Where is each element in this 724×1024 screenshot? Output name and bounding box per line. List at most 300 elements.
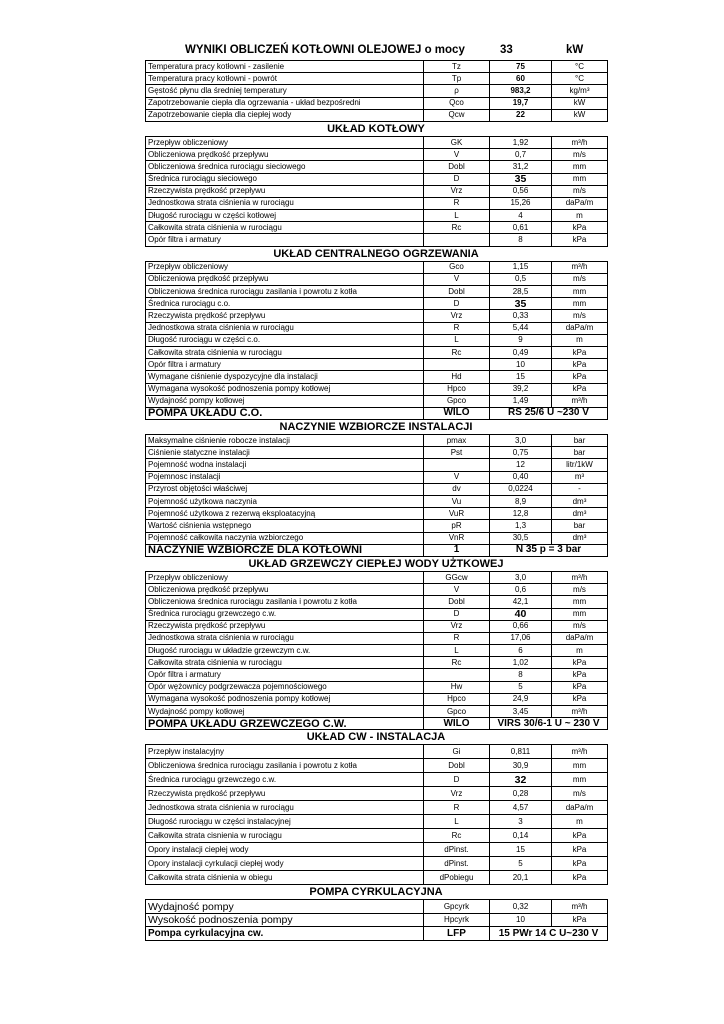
row-unit: kPa [552,657,608,669]
row-symbol: WILO [424,718,490,730]
table-row [146,596,608,608]
row-label: Przepływ obliczeniowy [146,136,424,148]
row-value: 35 [490,173,552,185]
row-symbol: dPinst. [424,843,490,857]
row-unit: m³/h [552,745,608,759]
row-symbol: Pst [424,447,490,459]
row-label: Wymagana wysokość podnoszenia pompy kotłowej [146,383,424,395]
row-label: Jednostkowa strata ciśnienia w rurociągu [146,632,424,644]
row-symbol: VuR [424,508,490,520]
table-row [146,829,608,843]
row-symbol [424,359,490,371]
row-symbol: R [424,801,490,815]
table-row [146,608,608,620]
row-label: Pojemność wodna instalacji [146,459,424,471]
table-row [146,261,608,273]
row-label: Długość rurociągu w części c.o. [146,334,424,346]
section-table [145,899,608,941]
row-value: 31,2 [490,161,552,173]
row-value: 17,06 [490,632,552,644]
row-unit: mm [552,161,608,173]
table-row [146,383,608,395]
table-row [146,197,608,209]
row-unit: dm³ [552,532,608,544]
row-value: 5 [490,681,552,693]
boiler-power-value: 33 [500,44,513,56]
table-row [146,136,608,148]
table-row [146,273,608,285]
row-label: Wysokość podnoszenia pompy [146,913,424,927]
row-unit: kPa [552,693,608,705]
row-value: 3,0 [490,435,552,447]
row-value: 0,66 [490,620,552,632]
row-label: Opór wężownicy podgrzewacza pojemnościowego [146,681,424,693]
row-label: Obliczeniowa średnica rurociągu zasilania i powrotu z kotła [146,759,424,773]
row-label: POMPA UKŁADU C.O. [146,407,424,419]
row-label: Pojemnosc instalacji [146,471,424,483]
row-label: Średnica rurociągu grzewczego c.w. [146,773,424,787]
row-unit: kW [552,97,608,109]
row-label: Obliczeniowa prędkość przepływu [146,584,424,596]
row-symbol: R [424,197,490,209]
row-label: Temperatura pracy kotłowni - zasilenie [146,61,424,73]
row-value: 1,02 [490,657,552,669]
row-value: 4,57 [490,801,552,815]
row-value: 15 [490,843,552,857]
section-table [145,744,608,885]
row-label: Jednostkowa strata ciśnienia w rurociągu [146,197,424,209]
table-row [146,584,608,596]
table-row [146,298,608,310]
row-value: 3,0 [490,571,552,583]
table-row [146,371,608,383]
row-symbol: Gi [424,745,490,759]
section-table [145,136,608,247]
row-value: 75 [490,61,552,73]
row-unit: mm [552,608,608,620]
row-symbol: ρ [424,85,490,97]
table-row [146,657,608,669]
row-value: VIRS 30/6-1 U ~ 230 V [490,718,608,730]
table-row [146,222,608,234]
row-symbol: pmax [424,435,490,447]
row-unit: m [552,645,608,657]
row-symbol: Hpco [424,383,490,395]
row-label: Wymagane ciśnienie dyspozycyjne dla instalacji [146,371,424,383]
row-unit: m/s [552,787,608,801]
row-symbol: pR [424,520,490,532]
row-unit: kPa [552,913,608,927]
row-symbol: Qcw [424,109,490,121]
row-unit: daPa/m [552,632,608,644]
results-sections [145,60,607,941]
row-unit: m³/h [552,136,608,148]
row-value: 3,45 [490,706,552,718]
table-row [146,359,608,371]
row-symbol: LFP [424,927,490,941]
row-value: 0,40 [490,471,552,483]
row-value: 1,15 [490,261,552,273]
table-row [146,871,608,885]
table-row [146,185,608,197]
row-value: 8 [490,234,552,246]
row-symbol: Tp [424,73,490,85]
row-value: 42,1 [490,596,552,608]
row-label: Wydajność pompy [146,900,424,914]
row-symbol: V [424,149,490,161]
row-symbol: Rc [424,222,490,234]
table-row [146,471,608,483]
row-unit: kg/m³ [552,85,608,97]
row-label: Wydajność pompy kotłowej [146,706,424,718]
row-value: 0,75 [490,447,552,459]
row-unit: kPa [552,871,608,885]
row-value: 15 [490,371,552,383]
table-row [146,334,608,346]
row-unit: dm³ [552,508,608,520]
row-label: Opór filtra i armatury [146,359,424,371]
table-row [146,407,608,419]
row-unit: bar [552,435,608,447]
row-unit: mm [552,596,608,608]
row-symbol: Rc [424,346,490,358]
row-label: Obliczeniowa średnica rurociągu sieciowego [146,161,424,173]
row-unit: daPa/m [552,801,608,815]
row-symbol: Hw [424,681,490,693]
row-unit: mm [552,173,608,185]
row-label: Przyrost objętości właściwej [146,483,424,495]
row-label: Całkowita strata cisnienia w rurociągu [146,829,424,843]
row-symbol: V [424,584,490,596]
row-symbol: dv [424,483,490,495]
row-unit: kPa [552,346,608,358]
row-value: 20,1 [490,871,552,885]
row-unit: daPa/m [552,322,608,334]
row-value: 1,49 [490,395,552,407]
row-symbol: Vrz [424,787,490,801]
row-symbol: WILO [424,407,490,419]
row-symbol: V [424,273,490,285]
row-symbol: Hpco [424,693,490,705]
row-unit: m [552,815,608,829]
row-unit: mm [552,773,608,787]
table-row [146,669,608,681]
table-row [146,435,608,447]
table-row [146,843,608,857]
row-symbol [424,234,490,246]
boiler-power-unit: kW [566,44,584,56]
row-value: 4 [490,210,552,222]
row-value: 15,26 [490,197,552,209]
row-label: Całkowita strata ciśnienia w rurociągu [146,346,424,358]
row-symbol: L [424,210,490,222]
row-label: Opory instalacji cyrkulacji ciepłej wody [146,857,424,871]
row-value: 0,0224 [490,483,552,495]
row-unit: mm [552,759,608,773]
row-value: 10 [490,359,552,371]
row-unit: daPa/m [552,197,608,209]
row-value: 35 [490,298,552,310]
row-symbol: Rc [424,657,490,669]
row-label: Obliczeniowa prędkość przepływu [146,273,424,285]
section-table [145,434,608,557]
row-label: Opór filtra i armatury [146,669,424,681]
row-unit: kPa [552,383,608,395]
table-row [146,815,608,829]
row-label: Obliczeniowa średnica rurociągu zasilania i powrotu z kotła [146,596,424,608]
table-row [146,900,608,914]
row-symbol: Rc [424,829,490,843]
row-symbol: V [424,471,490,483]
row-unit: m/s [552,584,608,596]
row-label: Opór filtra i armatury [146,234,424,246]
row-value: 60 [490,73,552,85]
row-symbol: L [424,645,490,657]
results-document [145,42,607,941]
row-label: Przepływ instalacyjny [146,745,424,759]
row-label: Maksymalne ciśnienie robocze instalacji [146,435,424,447]
row-unit: m³/h [552,395,608,407]
row-unit: kPa [552,843,608,857]
row-unit: °C [552,61,608,73]
table-row [146,109,608,121]
row-value: 0,14 [490,829,552,843]
row-symbol: D [424,173,490,185]
row-symbol: L [424,334,490,346]
row-label: Jednostkowa strata ciśnienia w rurociągu [146,801,424,815]
row-value: 0,56 [490,185,552,197]
table-row [146,632,608,644]
row-symbol: D [424,773,490,787]
row-label: Rzeczywista prędkość przepływu [146,185,424,197]
row-unit: kW [552,109,608,121]
row-label: Wartość ciśnienia wstępnego [146,520,424,532]
table-row [146,532,608,544]
row-label: Długość rurociągu w części kotłowej [146,210,424,222]
row-value: 12,8 [490,508,552,520]
row-value: 22 [490,109,552,121]
row-symbol: GGcw [424,571,490,583]
row-value: 30,9 [490,759,552,773]
row-symbol: GK [424,136,490,148]
table-row [146,787,608,801]
row-label: Średnica rurociągu sieciowego [146,173,424,185]
row-unit: kPa [552,681,608,693]
table-row [146,395,608,407]
row-unit: kPa [552,829,608,843]
section-table [145,261,608,420]
row-unit: - [552,483,608,495]
row-unit: bar [552,447,608,459]
section-heading: NACZYNIE WZBIORCZE INSTALACJI [279,421,473,434]
table-row [146,85,608,97]
row-label: Przepływ obliczeniowy [146,261,424,273]
section-heading: UKŁAD CW - INSTALACJA [306,731,446,744]
row-unit: °C [552,73,608,85]
row-value: 28,5 [490,286,552,298]
row-value: N 35 p = 3 bar [490,544,608,556]
row-label: Pojemność użytkowa z rezerwą eksploatacyjną [146,508,424,520]
row-symbol: Tz [424,61,490,73]
row-value: 0,49 [490,346,552,358]
row-unit: m/s [552,620,608,632]
row-unit: m³/h [552,571,608,583]
row-label: Wydajność pompy kotłowej [146,395,424,407]
section-heading: POMPA CYRKULACYJNA [309,886,443,899]
row-label: Całkowita strata ciśnienia w rurociągu [146,222,424,234]
row-label: Rzeczywista prędkość przepływu [146,620,424,632]
row-unit: m³/h [552,706,608,718]
row-symbol [424,459,490,471]
row-unit: m³ [552,471,608,483]
row-unit: mm [552,286,608,298]
row-symbol: Vu [424,496,490,508]
row-symbol: R [424,632,490,644]
row-unit: kPa [552,234,608,246]
section-table [145,60,608,122]
table-row [146,508,608,520]
row-unit: m/s [552,310,608,322]
row-label: Obliczeniowa średnica rurociągu zasilania i powrotu z kotła [146,286,424,298]
table-row [146,483,608,495]
row-unit: kPa [552,857,608,871]
row-symbol: Dobl [424,161,490,173]
table-row [146,173,608,185]
document-title: WYNIKI OBLICZEŃ KOTŁOWNI OLEJOWEJ o mocy [185,44,465,56]
table-row [146,286,608,298]
row-symbol: 1 [424,544,490,556]
table-row [146,773,608,787]
row-value: 40 [490,608,552,620]
row-symbol [424,669,490,681]
table-row [146,61,608,73]
row-label: Długość rurociągu w części instalacyjnej [146,815,424,829]
row-unit: mm [552,298,608,310]
row-label: Średnica rurociągu grzewczego c.w. [146,608,424,620]
row-symbol: Dobl [424,596,490,608]
section-heading: UKŁAD KOTŁOWY [327,122,425,135]
table-row [146,801,608,815]
row-label: Średnica rurociągu c.o. [146,298,424,310]
row-unit: m/s [552,149,608,161]
table-row [146,681,608,693]
row-symbol: Hpcyrk [424,913,490,927]
row-value: 24,9 [490,693,552,705]
row-label: Zapotrzebowanie ciepła dla ogrzewania - układ bezpośredni [146,97,424,109]
table-row [146,913,608,927]
row-value: 30,5 [490,532,552,544]
row-symbol: Vrz [424,185,490,197]
row-symbol: Hd [424,371,490,383]
row-label: Całkowita strata ciśnienia w rurociągu [146,657,424,669]
row-unit: bar [552,520,608,532]
row-unit: kPa [552,222,608,234]
row-label: Pojemność całkowita naczynia wzbiorczego [146,532,424,544]
document-header [145,42,607,60]
row-value: 5 [490,857,552,871]
table-row [146,718,608,730]
row-label: Ciśnienie statyczne instalacji [146,447,424,459]
row-label: Rzeczywista prędkość przepływu [146,787,424,801]
table-row [146,496,608,508]
section-heading: UKŁAD GRZEWCZY CIEPŁEJ WODY UŻTKOWEJ [248,557,504,570]
table-row [146,645,608,657]
table-row [146,447,608,459]
row-value: 12 [490,459,552,471]
row-value: 10 [490,913,552,927]
row-unit: kPa [552,359,608,371]
table-row [146,459,608,471]
row-label: Wymagana wysokość podnoszenia pompy kotłowej [146,693,424,705]
row-unit: dm³ [552,496,608,508]
row-symbol: Vrz [424,310,490,322]
row-value: 9 [490,334,552,346]
row-label: Przepływ obliczeniowy [146,571,424,583]
table-row [146,210,608,222]
table-row [146,73,608,85]
row-value: 39,2 [490,383,552,395]
row-value: 0,811 [490,745,552,759]
row-value: 983,2 [490,85,552,97]
row-label: Opory instalacji ciepłej wody [146,843,424,857]
row-symbol: Gpcyrk [424,900,490,914]
row-value: 0,33 [490,310,552,322]
row-symbol: D [424,298,490,310]
section-table [145,571,608,730]
row-label: Długość rurociągu w układzie grzewczym c.w. [146,645,424,657]
row-value: 8 [490,669,552,681]
row-label: Pojemność użytkowa naczynia [146,496,424,508]
row-symbol: VnR [424,532,490,544]
row-value: 32 [490,773,552,787]
table-row [146,620,608,632]
row-value: 0,6 [490,584,552,596]
table-row [146,346,608,358]
row-symbol: R [424,322,490,334]
table-row [146,97,608,109]
row-symbol: Qco [424,97,490,109]
row-unit: kPa [552,669,608,681]
row-value: 0,32 [490,900,552,914]
row-unit: kPa [552,371,608,383]
row-symbol: Gpco [424,706,490,718]
row-label: Zapotrzebowanie ciepła dla ciepłej wody [146,109,424,121]
row-symbol: D [424,608,490,620]
table-row [146,149,608,161]
row-unit: m [552,334,608,346]
row-label: Gęstość płynu dla średniej temperatury [146,85,424,97]
row-label: NACZYNIE WZBIORCZE DLA KOTŁOWNI [146,544,424,556]
row-symbol: dPobiegu [424,871,490,885]
table-row [146,234,608,246]
row-symbol: dPinst. [424,857,490,871]
table-row [146,310,608,322]
row-value: 5,44 [490,322,552,334]
row-symbol: L [424,815,490,829]
table-row [146,759,608,773]
section-heading: UKŁAD CENTRALNEGO OGRZEWANIA [273,247,479,260]
row-value: 6 [490,645,552,657]
row-value: 0,7 [490,149,552,161]
row-symbol: Dobl [424,286,490,298]
row-label: POMPA UKŁADU GRZEWCZEGO C.W. [146,718,424,730]
row-unit: m/s [552,185,608,197]
table-row [146,322,608,334]
row-value: 0,28 [490,787,552,801]
row-value: 3 [490,815,552,829]
row-label: Jednostkowa strata ciśnienia w rurociągu [146,322,424,334]
row-value: 1,3 [490,520,552,532]
